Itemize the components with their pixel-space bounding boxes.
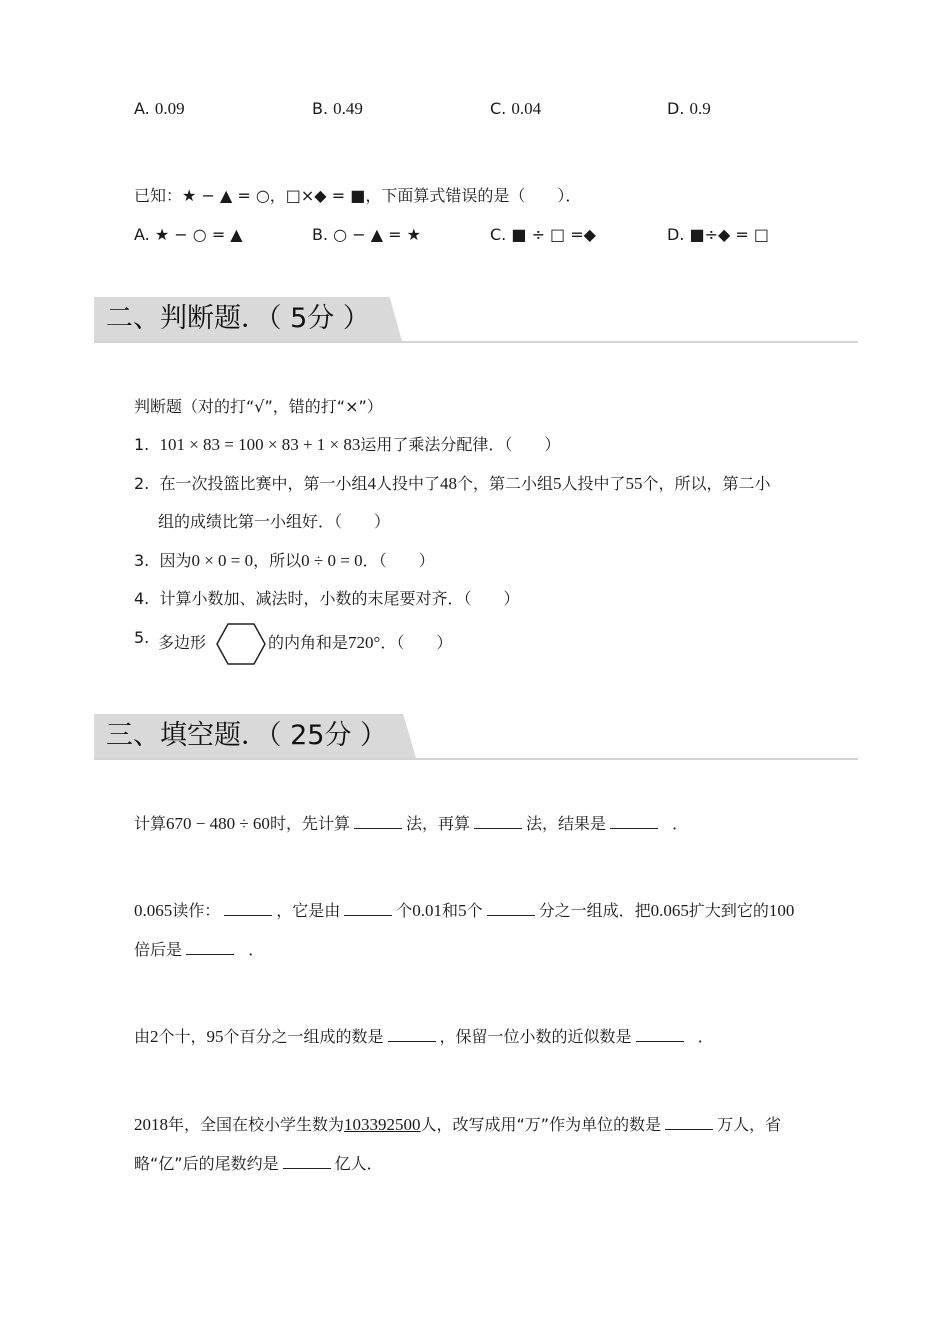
judge-item-1: 1. 101 × 83 = 100 × 83 + 1 × 83运用了乘法分配律．（ ） bbox=[134, 435, 561, 454]
fill-question-2-cont: 倍后是 ． bbox=[134, 940, 265, 959]
answer-blank[interactable] bbox=[487, 901, 535, 916]
judge-intro: 判断题（对的打“√”，错的打“×”） bbox=[134, 397, 383, 416]
answer-blank[interactable] bbox=[388, 1027, 436, 1042]
section-2-header bbox=[94, 297, 858, 343]
fill-question-3: 由2个十，95个百分之一组成的数是 ，保留一位小数的近似数是 ． bbox=[134, 1027, 714, 1046]
judge-item-4: 4. 计算小数加、减法时，小数的末尾要对齐．（ ） bbox=[134, 589, 520, 608]
answer-blank[interactable] bbox=[224, 901, 272, 916]
option-d: D. 0.9 bbox=[667, 99, 711, 118]
section-3-header bbox=[94, 714, 858, 760]
answer-blank[interactable] bbox=[283, 1154, 331, 1169]
fill-question-4: 2018年，全国在校小学生数为103392500人，改写成用“万”作为单位的数是 万人，省 bbox=[134, 1115, 782, 1134]
section-3-title: 三、填空题．（ 25分 ） bbox=[106, 720, 388, 751]
symbols-option-a: A. ★ − ○ = ▲ bbox=[134, 225, 243, 244]
judge-item-5-num: 5. bbox=[134, 628, 150, 647]
judge-item-2: 2. 在一次投篮比赛中，第一小组4人投中了48个，第二小组5人投中了55个，所以，第二小 bbox=[134, 474, 771, 493]
option-b: B. 0.49 bbox=[312, 99, 363, 118]
answer-blank[interactable] bbox=[354, 814, 402, 829]
answer-blank[interactable] bbox=[636, 1027, 684, 1042]
answer-blank[interactable] bbox=[474, 814, 522, 829]
option-a: A. 0.09 bbox=[134, 99, 185, 118]
option-c: C. 0.04 bbox=[490, 99, 542, 118]
judge-item-3: 3. 因为0 × 0 = 0，所以0 ÷ 0 = 0．（ ） bbox=[134, 551, 435, 570]
section-2-title: 二、判断题．（ 5分 ） bbox=[106, 303, 370, 334]
symbols-option-b: B. ○ − ▲ = ★ bbox=[312, 225, 421, 244]
judge-item-5-text-b: 的内角和是720°．（ ） bbox=[268, 633, 453, 652]
judge-item-5-text-a: 多边形 bbox=[158, 633, 207, 652]
answer-blank[interactable] bbox=[344, 901, 392, 916]
hexagon-figure bbox=[215, 622, 267, 666]
answer-blank[interactable] bbox=[665, 1115, 713, 1130]
answer-blank[interactable] bbox=[186, 940, 234, 955]
answer-blank[interactable] bbox=[610, 814, 658, 829]
symbols-question-stem: 已知：★ − ▲ = ○，□×◆ = ■，下面算式错误的是（ ）． bbox=[134, 186, 582, 205]
symbols-option-c: C. ■ ÷ □ =◆ bbox=[490, 225, 596, 244]
fill-question-4-cont: 略“亿”后的尾数约是 亿人． bbox=[134, 1154, 383, 1173]
fill-question-2: 0.065读作： ，它是由 个0.01和5个 分之一组成．把0.065扩大到它的100 bbox=[134, 901, 795, 920]
judge-item-2-cont: 组的成绩比第一小组好．（ ） bbox=[158, 512, 391, 531]
fill-question-1: 计算670 − 480 ÷ 60时，先计算 法，再算 法，结果是 ． bbox=[134, 814, 689, 833]
symbols-option-d: D. ■÷◆ = □ bbox=[667, 225, 770, 244]
